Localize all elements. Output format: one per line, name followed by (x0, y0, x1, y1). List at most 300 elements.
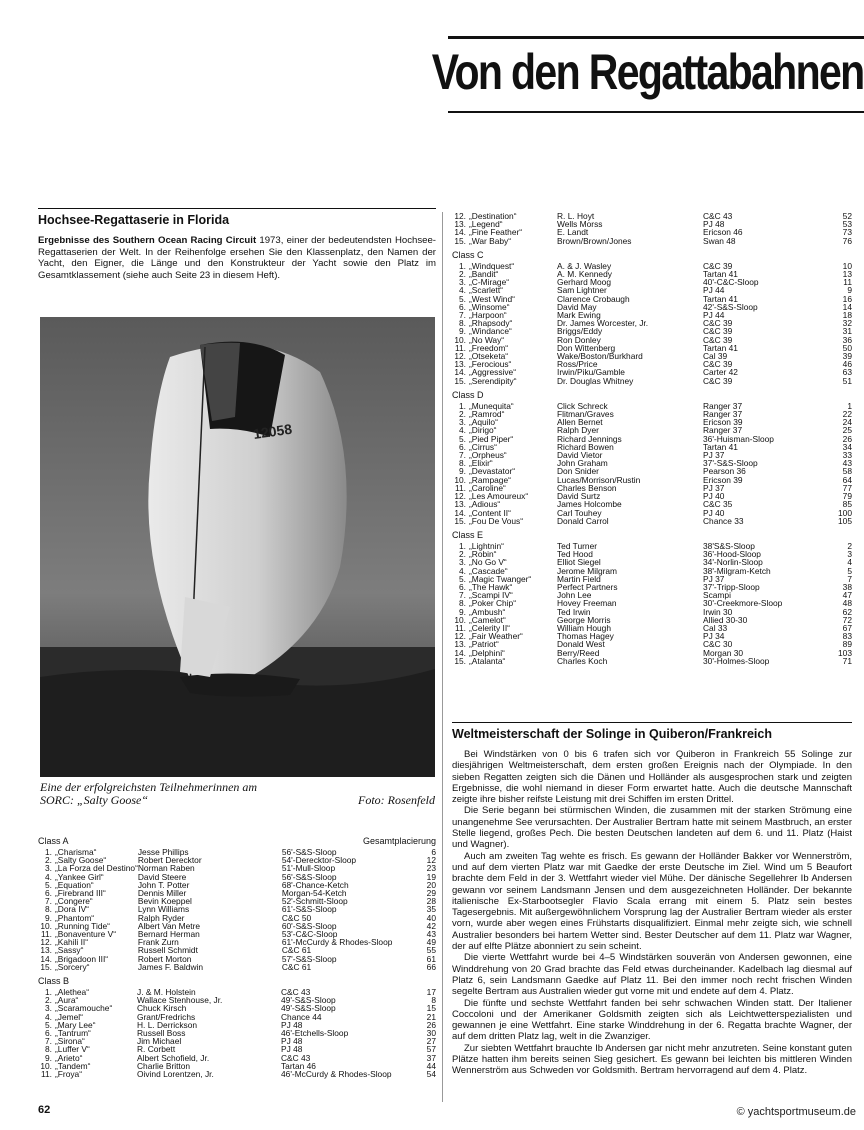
overall-place: 14 (842, 301, 852, 312)
place-number: 13. (454, 639, 466, 650)
owner-name: Oivind Lorentzen, Jr. (137, 1069, 214, 1080)
yacht-type: PJ 48 (281, 1036, 303, 1047)
owner-name: Lynn Williams (137, 904, 190, 915)
yacht-type: PJ 44 (703, 310, 725, 321)
yacht-name: „Atalanta“ (469, 655, 506, 666)
overall-place: 55 (426, 945, 436, 956)
class-d-label: Class D (452, 389, 484, 400)
overall-place: 31 (842, 326, 852, 337)
yacht-type: PJ 34 (703, 631, 725, 642)
yacht-type: Irwin 30 (703, 606, 733, 617)
yacht-type: C&C 61 (281, 945, 312, 956)
overall-place: 38 (842, 581, 852, 592)
yacht-name: „Alethea“ (55, 987, 89, 998)
overall-place: 52 (842, 211, 852, 221)
table-row (452, 542, 852, 550)
table-row (452, 311, 852, 319)
place-number: 10. (40, 920, 52, 931)
table-row (38, 955, 436, 963)
florida-intro-text (38, 235, 436, 281)
yacht-name: „Content II“ (469, 507, 511, 518)
overall-place: 63 (842, 367, 852, 378)
overall-place: 33 (842, 450, 852, 461)
place-number: 9. (459, 326, 466, 337)
table-row (452, 616, 852, 624)
yacht-type: Cal 39 (703, 351, 728, 362)
yacht-name: „Salty Goose“ (55, 855, 107, 866)
owner-name: Hovey Freeman (557, 598, 617, 609)
overall-place: 26 (426, 1019, 436, 1030)
place-number: 5. (45, 879, 52, 890)
owner-name: R. Corbett (137, 1044, 176, 1055)
place-number: 5. (459, 433, 466, 444)
table-row (452, 435, 852, 443)
soling-paragraph: Zur siebten Wettfahrt brauchte Ib Andersen gar nicht mehr anzutreten. Seine konstant guten Plätze hatten ihm bereits seinen Sieg gesichert. Es gewann bei leichten bis mittleren Winden Wennerström aus Schweden vor Goldsmith. Bertram hervorragend auf dem 4. Platz. (452, 1042, 852, 1077)
yacht-name: „Aura“ (55, 995, 79, 1006)
table-row (452, 599, 852, 607)
place-number: 12. (454, 491, 466, 502)
table-row (452, 278, 852, 286)
yacht-name: „Adious“ (469, 499, 501, 510)
overall-place: 35 (426, 904, 436, 915)
class-e-table (452, 542, 852, 665)
owner-name: Jerome Milgram (557, 565, 618, 576)
yacht-name: „Otseketa“ (469, 351, 509, 362)
yacht-name: „Orpheus“ (469, 450, 507, 461)
place-number: 10. (454, 474, 466, 485)
place-number: 3. (459, 557, 466, 568)
place-number: 12. (454, 631, 466, 642)
owner-name: Briggs/Eddy (557, 326, 603, 337)
overall-place: 73 (842, 227, 852, 238)
table-row (38, 1029, 436, 1037)
place-number: 2. (459, 549, 466, 560)
table-row (452, 377, 852, 385)
owner-name: John Graham (557, 458, 608, 469)
table-row (452, 344, 852, 352)
soling-paragraph: Die fünfte und sechste Wettfahrt fanden bei sehr schwachen Winden statt. Der Italiener Coccoloni und der Amerikaner Goldsmith zeigten sich als Leichtwetterspezialisten und gewannen je eine Wettfahrt. Eine starke Winddrehung in der 6. Regatta brachte Wagner, der auf dem dritten Platz lag, welt in die Zwanziger. (452, 997, 852, 1043)
owner-name: Donald Carrol (557, 515, 609, 526)
intro-bold: Ergebnisse des Southern Ocean Racing Circuit (38, 235, 257, 246)
owner-name: Wallace Stenhouse, Jr. (137, 995, 223, 1006)
yacht-type: C&C 50 (281, 912, 312, 923)
yacht-type: 38'-Milgram-Ketch (703, 565, 771, 576)
yacht-type: 37'-Tripp-Sloop (703, 581, 760, 592)
yacht-type: 61'-McCurdy & Rhodes-Sloop (281, 937, 393, 948)
owner-name: Wells Morss (557, 219, 603, 230)
place-number: 15. (454, 375, 466, 386)
overall-place: 6 (431, 847, 436, 857)
yacht-type: Ericson 39 (703, 474, 743, 485)
place-number: 3. (459, 417, 466, 428)
yacht-name: „War Baby“ (469, 235, 512, 246)
table-row (38, 938, 436, 946)
overall-place: 4 (847, 557, 852, 568)
overall-place: 66 (426, 961, 436, 972)
overall-place: 40 (426, 912, 436, 923)
table-row (452, 443, 852, 451)
place-number: 7. (45, 896, 52, 907)
owner-name: Flitman/Graves (557, 409, 614, 420)
place-number: 6. (45, 888, 52, 899)
owner-name: Bevin Koeppel (137, 896, 192, 907)
overall-place: 62 (842, 606, 852, 617)
yacht-name: „Fou De Vous“ (469, 515, 523, 526)
yacht-name: „Cascade“ (469, 565, 508, 576)
yacht-type: 57'-S&S-Sloop (281, 953, 337, 964)
yacht-name: „Charisma“ (55, 847, 97, 857)
yacht-type: Ranger 37 (703, 425, 743, 436)
overall-place: 16 (842, 293, 852, 304)
table-row (38, 963, 436, 971)
overall-place: 34 (842, 441, 852, 452)
yacht-name: „Magic Twanger“ (469, 573, 532, 584)
yacht-name: „Aquilo“ (469, 417, 498, 428)
yacht-name: „Bandit“ (469, 269, 499, 280)
owner-name: John Lee (557, 590, 592, 601)
yacht-name: „Sirona“ (55, 1036, 85, 1047)
table-row (452, 649, 852, 657)
overall-place: 18 (842, 310, 852, 321)
yacht-type: 38'S&S-Sloop (703, 540, 755, 551)
owner-name: Dr. Douglas Whitney (557, 375, 634, 386)
place-number: 6. (459, 301, 466, 312)
yacht-name: „Scarlett“ (469, 285, 503, 296)
table-row (452, 632, 852, 640)
yacht-type: Tartan 41 (703, 293, 738, 304)
class-c-header (452, 250, 852, 260)
overall-place: 25 (842, 425, 852, 436)
watermark: © yachtsportmuseum.de (736, 1106, 856, 1118)
owner-name: Thomas Hagey (557, 631, 614, 642)
owner-name: Ted Irwin (557, 606, 591, 617)
place-number: 12. (454, 351, 466, 362)
yacht-name: „Firebrand III“ (55, 888, 106, 899)
florida-heading: Hochsee-Regattaserie in Florida (38, 208, 436, 227)
photo-caption (40, 781, 435, 807)
yacht-name: „Rampage“ (469, 474, 511, 485)
yacht-name: „Bonaventure V“ (55, 929, 116, 940)
overall-place: 20 (426, 879, 436, 890)
overall-place: 51 (842, 375, 852, 386)
owner-name: Ron Donley (557, 334, 601, 345)
yacht-type: PJ 37 (703, 450, 725, 461)
table-row (38, 1013, 436, 1021)
owner-name: Ted Turner (557, 540, 598, 551)
overall-place: 67 (842, 622, 852, 633)
page-number: 62 (38, 1104, 51, 1116)
yacht-type: C&C 39 (703, 359, 733, 370)
place-number: 8. (459, 598, 466, 609)
owner-name: Robert Morton (137, 953, 192, 964)
overall-place: 48 (842, 598, 852, 609)
yacht-type: Tartan 41 (703, 342, 738, 353)
yacht-name: „Congere“ (55, 896, 93, 907)
owner-name: Richard Jennings (557, 433, 622, 444)
place-number: 1. (45, 987, 52, 998)
owner-name: Dr. James Worcester, Jr. (557, 318, 649, 329)
yacht-name: „Luffer V“ (55, 1044, 90, 1055)
yacht-name: „Kahili II“ (55, 937, 89, 948)
place-number: 4. (45, 871, 52, 882)
table-row (452, 237, 852, 245)
place-number: 4. (459, 565, 466, 576)
table-row (452, 608, 852, 616)
owner-name: Ralph Ryder (137, 912, 185, 923)
table-row (38, 873, 436, 881)
yacht-name: „The Hawk“ (469, 581, 513, 592)
owner-name: Clarence Crobaugh (557, 293, 630, 304)
yacht-name: „No Go V“ (469, 557, 507, 568)
yacht-name: „C-Mirage“ (469, 277, 510, 288)
overall-place: 103 (838, 647, 852, 658)
owner-name: Albert Schofield, Jr. (137, 1052, 210, 1063)
yacht-name: „Winsome“ (469, 301, 510, 312)
place-number: 3. (45, 1003, 52, 1014)
overall-place: 44 (426, 1060, 436, 1071)
yacht-name: „Legend“ (469, 219, 503, 230)
yacht-type: 30'-Creekmore-Sloop (703, 598, 783, 609)
yacht-type: 34'-Norlin-Sloop (703, 557, 763, 568)
yacht-name: „Ramrod“ (469, 409, 505, 420)
table-row (452, 352, 852, 360)
yacht-type: Swan 48 (703, 235, 736, 246)
overall-place: 24 (842, 417, 852, 428)
owner-name: Lucas/Morrison/Rustin (557, 474, 641, 485)
yacht-name: „Sorcery“ (55, 961, 90, 972)
yacht-type: 51'-Mull-Sloop (281, 863, 336, 874)
overall-place: 79 (842, 491, 852, 502)
owner-name: Mark Ewing (557, 310, 601, 321)
overall-place: 15 (426, 1003, 436, 1014)
place-number: 14. (454, 367, 466, 378)
yacht-name: „Scaramouche“ (55, 1003, 113, 1014)
class-e-header (452, 530, 852, 540)
class-e-label: Class E (452, 529, 484, 540)
place-number: 13. (454, 359, 466, 370)
place-number: 8. (459, 318, 466, 329)
yacht-name: „Patriot“ (469, 639, 499, 650)
table-row (38, 988, 436, 996)
class-a-header (38, 836, 436, 846)
place-number: 15. (40, 961, 52, 972)
owner-name: Dennis Miller (137, 888, 187, 899)
yacht-type: Cal 33 (703, 622, 728, 633)
overall-place: 83 (842, 631, 852, 642)
yacht-name: „Cirrus“ (469, 441, 497, 452)
yacht-type: 49'-S&S-Sloop (281, 1003, 336, 1014)
yacht-type: Ericson 46 (703, 227, 743, 238)
class-b-header (38, 976, 436, 986)
overall-place: 30 (426, 1028, 436, 1039)
table-row (452, 336, 852, 344)
overall-place: 28 (426, 896, 436, 907)
yacht-name: „Delphini“ (469, 647, 505, 658)
soling-article (452, 722, 852, 1077)
yacht-type: Ranger 37 (703, 400, 743, 411)
owner-name: Don Snider (557, 466, 599, 477)
overall-place: 26 (842, 433, 852, 444)
caption-text: Eine der erfolgreichsten Teilnehmerinnen am SORC: „Salty Goose“ (40, 780, 258, 807)
overall-place: 57 (426, 1044, 436, 1055)
table-row (452, 657, 852, 665)
place-number: 11. (454, 342, 466, 353)
owner-name: Ross/Price (557, 359, 598, 370)
table-row (452, 295, 852, 303)
yacht-type: C&C 39 (703, 326, 733, 337)
yacht-type: C&C 39 (703, 375, 733, 386)
table-row (452, 640, 852, 648)
yacht-type: 30'-Holmes-Sloop (703, 655, 770, 666)
owner-name: David Vietor (557, 450, 603, 461)
yacht-type: Chance 44 (281, 1011, 322, 1022)
place-number: 8. (45, 1044, 52, 1055)
place-number: 10. (40, 1060, 52, 1071)
yacht-type: C&C 39 (703, 334, 733, 345)
owner-name: A. & J. Wasley (557, 260, 612, 271)
place-number: 6. (459, 581, 466, 592)
table-row (38, 1054, 436, 1062)
owner-name: Richard Bowen (557, 441, 614, 452)
overall-place: 3 (847, 549, 852, 560)
place-number: 13. (454, 499, 466, 510)
place-number: 14. (454, 507, 466, 518)
yacht-name: „West Wind“ (469, 293, 515, 304)
yacht-type: PJ 48 (703, 219, 725, 230)
overall-place: 77 (842, 482, 852, 493)
table-row (38, 1037, 436, 1045)
place-number: 7. (45, 1036, 52, 1047)
yacht-type: C&C 43 (281, 1052, 311, 1063)
yacht-type: Pearson 36 (703, 466, 746, 477)
owner-name: Click Schreck (557, 400, 608, 411)
yacht-name: „Caroline“ (469, 482, 506, 493)
yacht-name: „Running Tide“ (55, 920, 110, 931)
yacht-type: 53'-C&C-Sloop (281, 929, 338, 940)
owner-name: Grant/Fredrichs (137, 1011, 196, 1022)
table-row (452, 500, 852, 508)
table-row (452, 319, 852, 327)
owner-name: Berry/Reed (557, 647, 600, 658)
yacht-type: 36'-Huisman-Sloop (703, 433, 774, 444)
yacht-name: „Tandem“ (55, 1060, 91, 1071)
table-row (452, 550, 852, 558)
overall-place: 17 (426, 987, 436, 998)
table-row (38, 905, 436, 913)
yacht-type: Ericson 39 (703, 417, 743, 428)
soling-heading: Weltmeisterschaft der Solinge in Quiberon/Frankreich (452, 722, 852, 741)
yacht-type: PJ 37 (703, 573, 725, 584)
yacht-type: 49'-S&S-Sloop (281, 995, 336, 1006)
soling-paragraph: Die Serie begann bei stürmischen Winden, die zusammen mit der starken Strömung eine unangenehme See verursachten. Der Australier Bertram hatte mit seinem Mastbruch, an erster Stelle liegend, großes Pech. Die besten Deutschen landeten auf dem 6. und 11. Platz (Haist und Wagner). (452, 805, 852, 851)
place-number: 12. (454, 211, 466, 221)
class-b-table (38, 988, 436, 1078)
place-number: 4. (459, 425, 466, 436)
place-number: 5. (45, 1019, 52, 1030)
overall-place: 29 (426, 888, 436, 899)
owner-name: Sam Lightner (557, 285, 607, 296)
owner-name: Charles Benson (557, 482, 617, 493)
place-number: 9. (45, 912, 52, 923)
overall-place: 46 (842, 359, 852, 370)
owner-name: Russell Schmidt (137, 945, 198, 956)
yacht-type: Tartan 41 (703, 269, 738, 280)
place-number: 11. (40, 929, 52, 940)
owner-name: Jim Michael (137, 1036, 182, 1047)
place-number: 12. (40, 937, 52, 948)
svg-text:12058: 12058 (252, 420, 293, 442)
table-row (452, 228, 852, 236)
yacht-name: „Celerity II“ (469, 622, 510, 633)
yacht-name: „No Way“ (469, 334, 505, 345)
yacht-type: Morgan-54-Ketch (281, 888, 347, 899)
overall-place: 58 (842, 466, 852, 477)
place-number: 6. (45, 1028, 52, 1039)
yacht-type: 56'-S&S-Sloop (281, 871, 337, 882)
table-row (452, 476, 852, 484)
owner-name: Irwin/Piku/Gamble (557, 367, 625, 378)
yacht-type: 60'-S&S-Sloop (281, 920, 337, 931)
yacht-name: „Tantrum“ (55, 1028, 91, 1039)
soling-paragraph: Bei Windstärken von 0 bis 6 trafen sich vor Quiberon in Frankreich 55 Solinge zur diesjährigen Weltmeisterschaft, dem ersten großen Ereignis nach der Olympiade. In den sieben Regatten zeigten sich die Dänen und Holländer als ausgesprochen stark und zeigten Ergebnisse, die wohl niemand in dieser Form erwartet hatte. Auch die deutsche Mannschaft zeigte ihre bisher reifste Leistung mit drei Schiffen im ersten Drittel. (452, 749, 852, 806)
place-number: 13. (454, 219, 466, 230)
overall-place: 10 (842, 260, 852, 271)
yacht-type: C&C 39 (703, 318, 733, 329)
place-number: 2. (459, 269, 466, 280)
yacht-type: Ranger 37 (703, 409, 743, 420)
overall-place: 61 (426, 953, 436, 964)
yacht-type: 42'-S&S-Sloop (703, 301, 758, 312)
place-number: 7. (459, 450, 466, 461)
yacht-name: „Freedom“ (469, 342, 509, 353)
owner-name: Norman Raben (137, 863, 195, 874)
place-number: 10. (454, 334, 466, 345)
overall-place: 13 (842, 269, 852, 280)
place-number: 5. (459, 573, 466, 584)
owner-name: Jesse Phillips (137, 847, 189, 857)
place-number: 13. (40, 945, 52, 956)
yacht-type: 61'-S&S-Sloop (281, 904, 337, 915)
yacht-type: C&C 43 (703, 211, 733, 221)
overall-place: 49 (426, 937, 436, 948)
yacht-name: „Lightnin“ (469, 540, 504, 551)
yacht-name: „Fair Weather“ (469, 631, 523, 642)
results-left (38, 831, 436, 1078)
owner-name: Russell Boss (137, 1028, 186, 1039)
class-c-label: Class C (452, 249, 484, 260)
table-row (452, 402, 852, 410)
place-number: 2. (459, 409, 466, 420)
class-d-table (452, 402, 852, 525)
place-number: 9. (459, 606, 466, 617)
place-number: 15. (454, 235, 466, 246)
overall-place: 23 (426, 863, 436, 874)
yacht-type: PJ 48 (281, 1044, 303, 1055)
owner-name: A. M. Kennedy (557, 269, 612, 280)
overall-place: 64 (842, 474, 852, 485)
place-number: 8. (45, 904, 52, 915)
place-number: 9. (459, 466, 466, 477)
owner-name: Albert Van Metre (137, 920, 201, 931)
yacht-type: Allied 30-30 (703, 614, 748, 625)
yacht-type: C&C 35 (703, 499, 733, 510)
yacht-type: 40'-C&C-Sloop (703, 277, 759, 288)
overall-place: 22 (842, 409, 852, 420)
owner-name: Frank Zurn (137, 937, 179, 948)
yacht-name: „Ferocious“ (469, 359, 512, 370)
place-number: 9. (45, 1052, 52, 1063)
overall-place: 7 (847, 573, 852, 584)
